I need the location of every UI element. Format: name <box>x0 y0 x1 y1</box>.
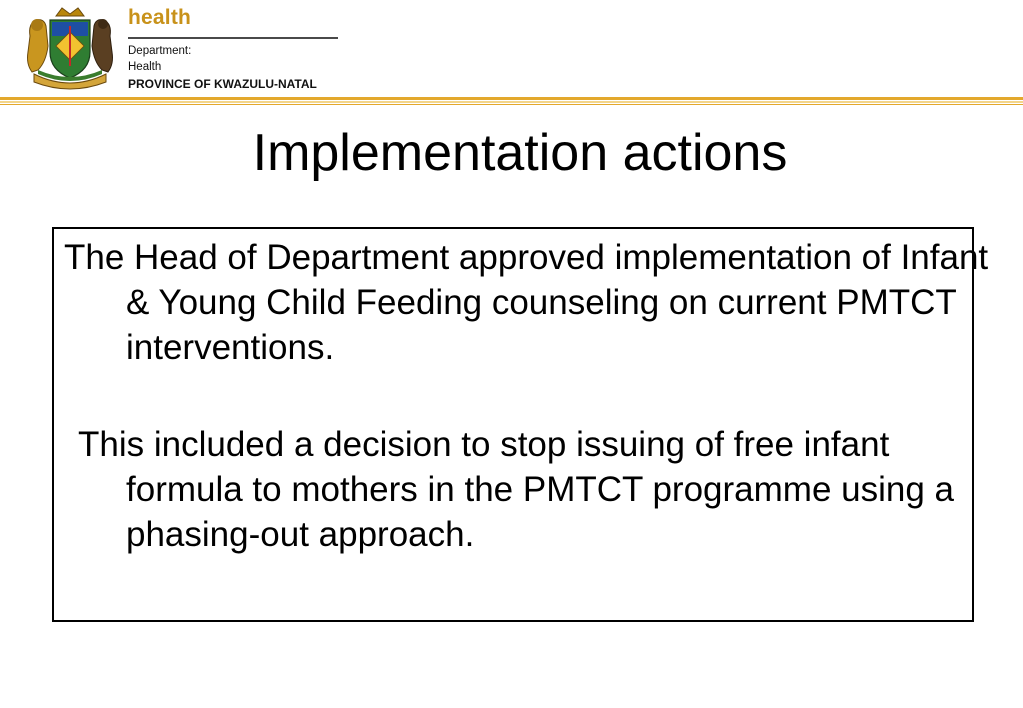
province-name: PROVINCE OF KWAZULU-NATAL <box>128 77 317 91</box>
department-name: Health <box>128 61 162 73</box>
header-stripe <box>0 101 1023 103</box>
brand-health-wordmark: health <box>128 6 192 29</box>
header-stripe <box>0 97 1023 100</box>
paragraph-hod-approval: The Head of Department approved implementation of Infant & Young Child Feeding counseling on current PMTCT interventions. <box>64 238 989 367</box>
slide-title: Implementation actions <box>252 124 788 182</box>
slide-header <box>0 0 1023 100</box>
brand-divider <box>128 37 338 39</box>
coat-of-arms-icon <box>24 6 116 92</box>
header-stripe <box>0 104 1023 105</box>
department-label: Department: <box>128 45 192 57</box>
paragraph-formula-decision: This included a decision to stop issuing of free infant formula to mothers in the PMTCT programme using a phasing-out approach. <box>78 425 955 554</box>
content-box <box>52 227 989 622</box>
